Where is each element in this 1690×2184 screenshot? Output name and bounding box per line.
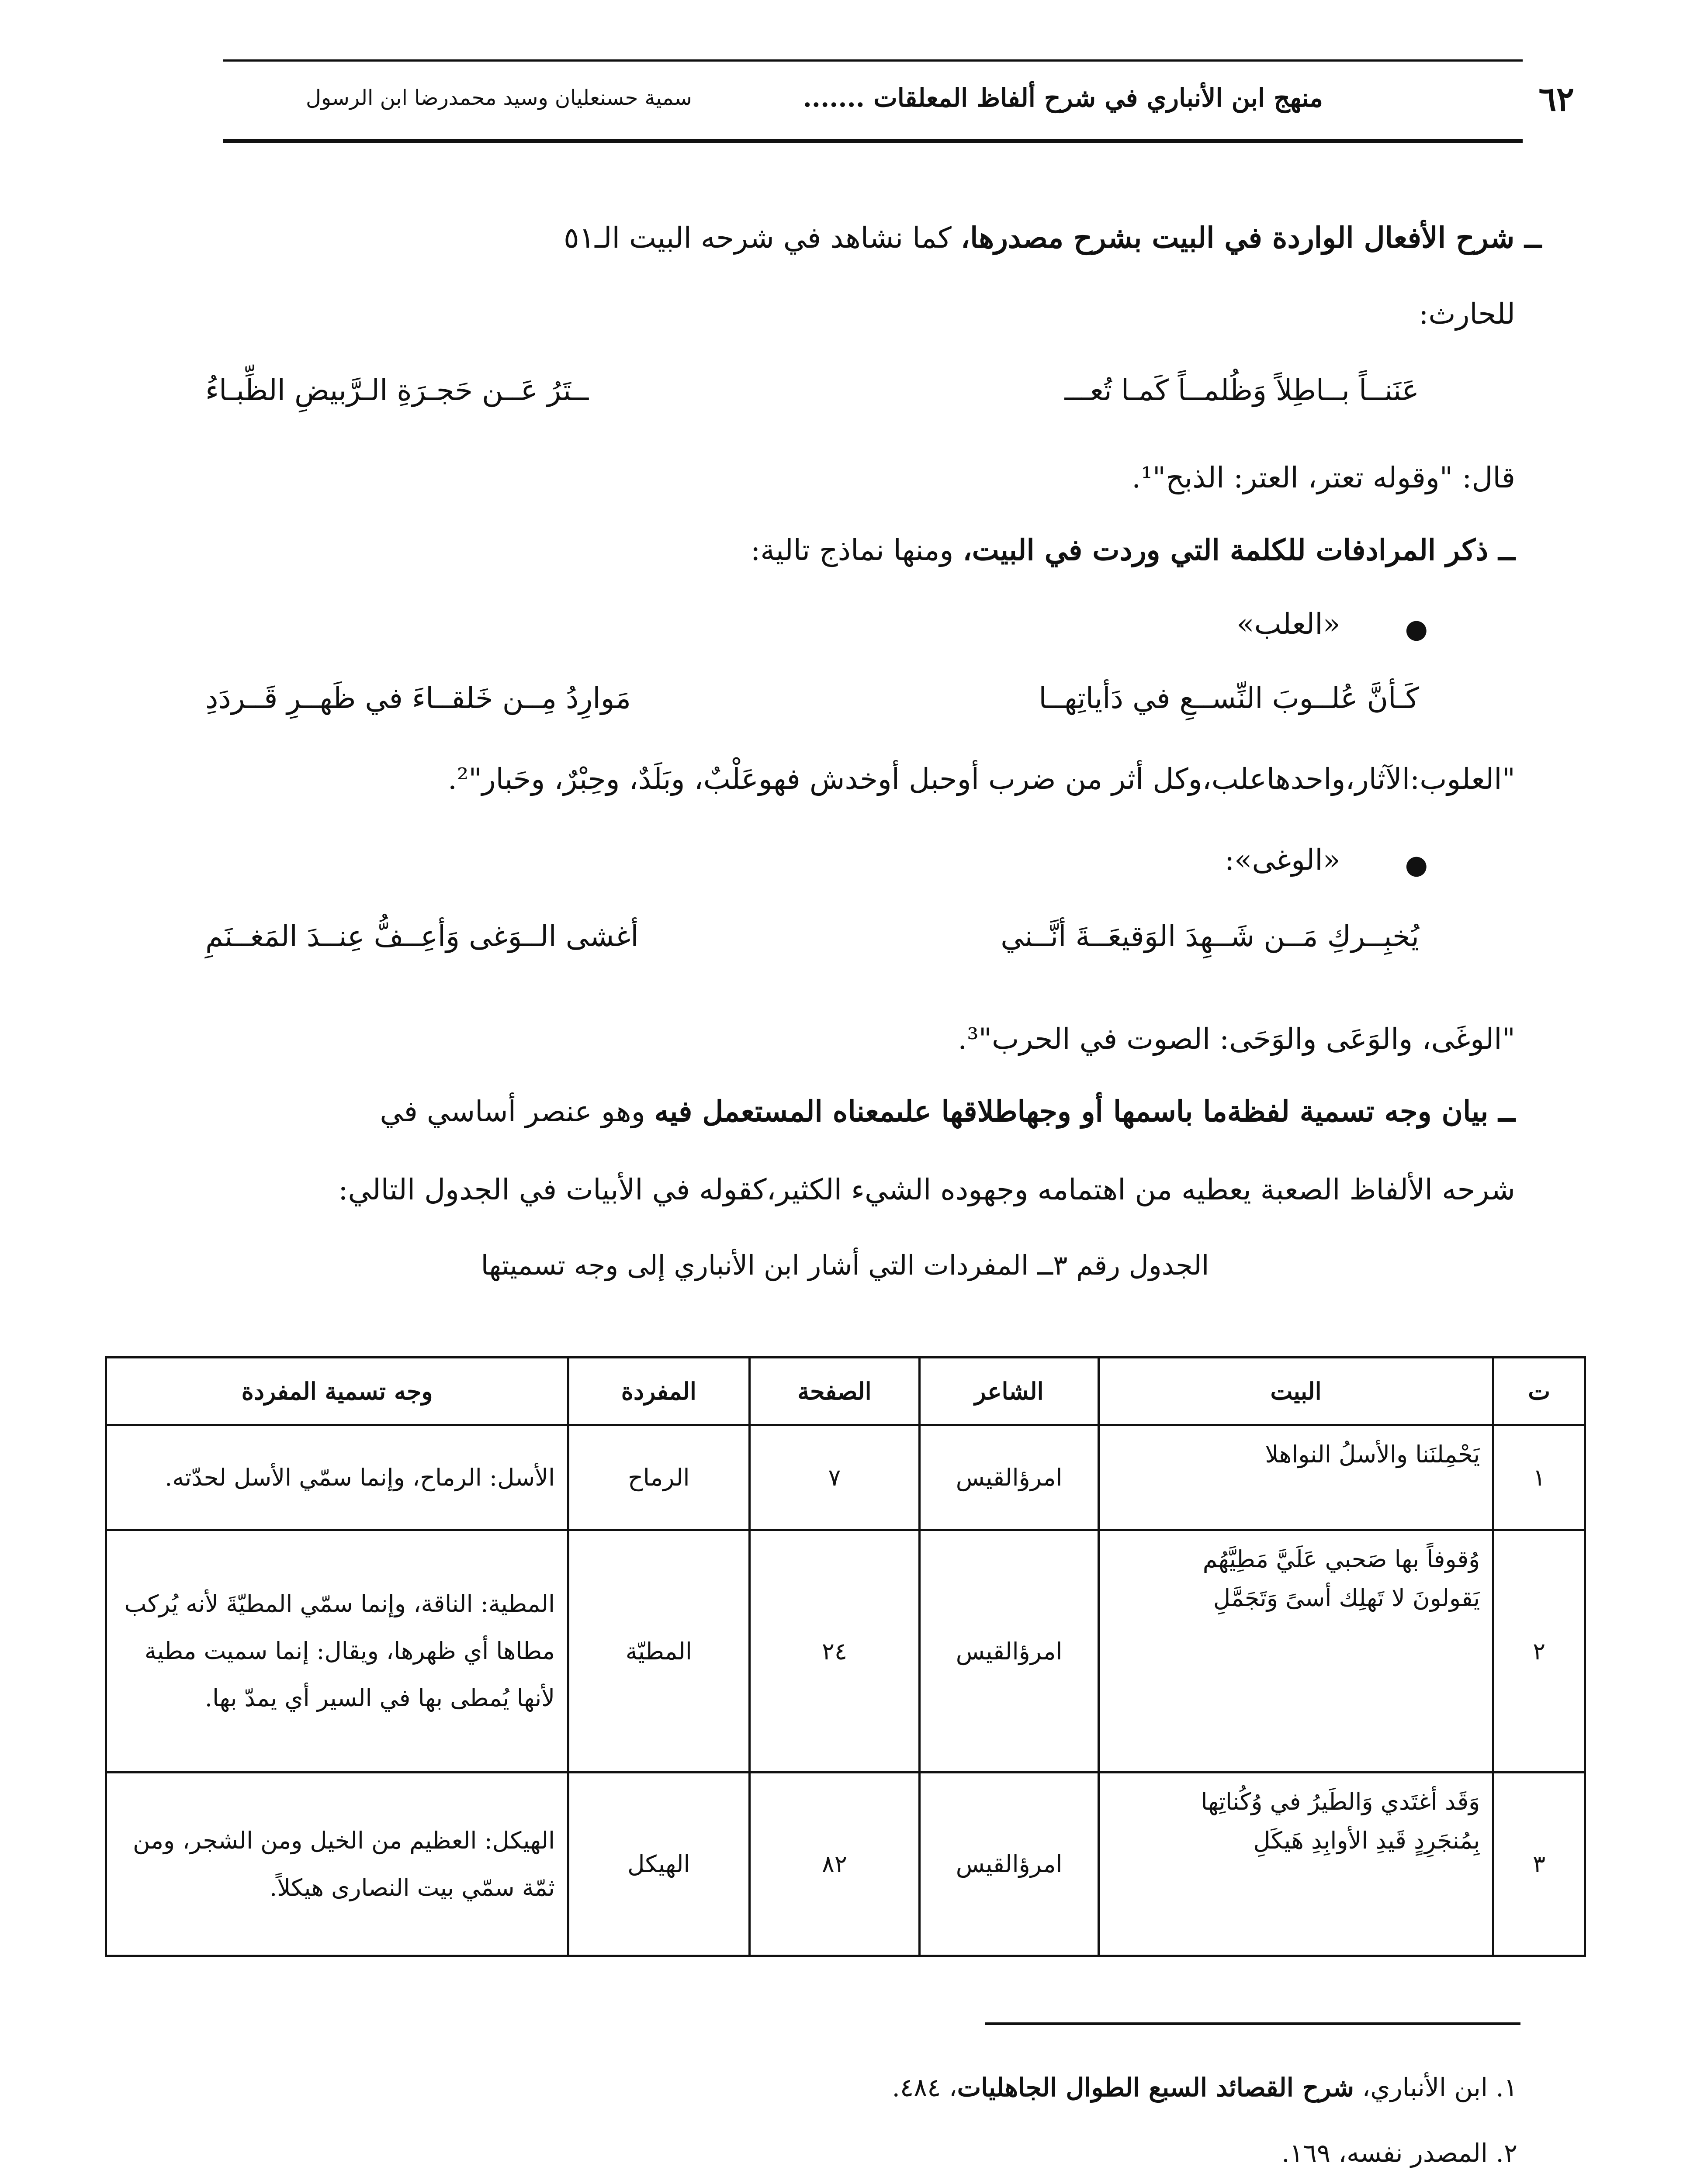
header-top-rule — [223, 59, 1523, 62]
col-header-word: المفردة — [568, 1358, 750, 1425]
footnote-separator — [985, 2022, 1520, 2025]
paragraph-naming-heading: ــ بيان وجه تسمية لفظةما باسمها أو وجهاطلاقها علىمعناه المستعمل فيه — [654, 1094, 1515, 1128]
cell-verse-line-1: وَقَد أغتَدي وَالطَيرُ في وُكُناتِها — [1201, 1788, 1480, 1815]
table-row — [106, 1773, 1585, 1956]
paragraph-naming-line2: شرحه الألفاظ الصعبة يعطيه من اهتمامه وجهوده الشيء الكثير،كقوله في الأبيات في الجدول التالي: — [338, 1173, 1515, 1206]
verse-2-hemistich-1: كَـأنَّ عُلــوبَ النِّســعِ في دَأياتِهــا — [1039, 681, 1419, 715]
table-caption: الجدول رقم ٣ــ المفردات التي أشار ابن الأنباري إلى وجه تسميتها — [481, 1249, 1209, 1281]
quote-2: "العلوب:الآثار،واحدهاعلب،وكل أثر من ضرب أوحبل أوخدش فهوعَلْبٌ، وبَلَدٌ، وحِبْرٌ، وحَبار"². — [447, 762, 1515, 796]
footnote-1-author: ١. ابن الأنباري، — [1354, 2073, 1517, 2102]
bullet-dot-1: ● — [1405, 614, 1428, 644]
cell-verse — [1098, 1425, 1493, 1530]
cell-poet: امرؤالقيس — [920, 1530, 1099, 1773]
verse-2-hemistich-2: مَوارِدُ مِــن خَلقــاءَ في ظَهــرِ قَــردَدِ — [205, 681, 631, 715]
cell-reason: الهيكل: العظيم من الخيل ومن الشجر، ومن ثمّة سمّي بيت النصارى هيكلاً. — [106, 1773, 568, 1956]
quote-1: قال: "وقوله تعتر، العتر: الذبح"¹. — [1132, 461, 1515, 494]
running-authors: سمية حسنعليان وسيد محمدرضا ابن الرسول — [306, 86, 692, 110]
paragraph-synonyms — [751, 533, 1515, 567]
cell-poet: امرؤالقيس — [920, 1773, 1099, 1956]
verse-1-hemistich-2: ــتَرُ عَــن حَجـرَةِ الـرَّبيضِ الظِّبـاءُ — [205, 373, 589, 407]
paragraph-naming-text: وهو عنصر أساسي في — [380, 1095, 655, 1128]
cell-verse-line-2: بِمُنجَرِدٍ قَيدِ الأوابِدِ هَيكَلِ — [1253, 1827, 1480, 1855]
bullet-2-word: «الوغى»: — [1224, 843, 1340, 877]
verse-3-hemistich-2: أغشى الــوَغى وَأعِــفُّ عِنــدَ المَغــنَمِ — [205, 919, 639, 953]
footnote-1 — [892, 2073, 1517, 2102]
cell-page: ٧ — [749, 1425, 920, 1530]
header-bottom-rule — [223, 139, 1523, 143]
quote-3: "الوغَى، والوَعَى والوَحَى: الصوت في الحرب"³. — [958, 1022, 1515, 1056]
paragraph-verbs-heading: ــ شرح الأفعال الواردة في البيت بشرح مصدرها، — [960, 221, 1541, 255]
table-row — [106, 1530, 1585, 1773]
cell-reason: المطية: الناقة، وإنما سمّي المطيّةَ لأنه يُركب مطاها أي ظهرها، ويقال: إنما سميت مطية لأنها يُمطى بها في السير أي يمدّ بها. — [106, 1530, 568, 1773]
cell-number: ٢ — [1493, 1530, 1585, 1773]
cell-number: ١ — [1493, 1425, 1585, 1530]
footnote-2: ٢. المصدر نفسه، ١٦٩. — [1281, 2138, 1517, 2168]
bullet-dot-2: ● — [1405, 850, 1428, 880]
col-header-poet: الشاعر — [920, 1358, 1099, 1425]
paragraph-synonyms-text: ومنها نماذج تالية: — [750, 533, 963, 567]
paragraph-synonyms-heading: ــ ذكر المرادفات للكلمة التي وردت في البيت، — [963, 533, 1515, 567]
bullet-1-word: «العلب» — [1236, 607, 1340, 641]
cell-word: الهيكل — [568, 1773, 750, 1956]
cell-poet: امرؤالقيس — [920, 1425, 1099, 1530]
col-header-page: الصفحة — [749, 1358, 920, 1425]
paragraph-naming — [380, 1094, 1515, 1128]
cell-word: الرماح — [568, 1425, 750, 1530]
col-header-number: ت — [1493, 1358, 1585, 1425]
verse-1-hemistich-1: عَنَنــاً بــاطِلاً وَظُلمــاً كَمـا تُعـــ — [1064, 373, 1419, 407]
paragraph-verbs-line2: للحارث: — [1419, 297, 1515, 331]
running-title: منهج ابن الأنباري في شرح ألفاظ المعلقات ....... — [803, 83, 1323, 113]
cell-number: ٣ — [1493, 1773, 1585, 1956]
cell-page: ٨٢ — [749, 1773, 920, 1956]
col-header-reason: وجه تسمية المفردة — [106, 1358, 568, 1425]
footnote-1-book-title: شرح القصائد السبع الطوال الجاهليات — [957, 2073, 1354, 2102]
cell-verse-line-2: يَقولونَ لا تَهلِك أسىً وَتَجَمَّلِ — [1213, 1584, 1480, 1612]
paragraph-verbs-text: كما نشاهد في شرحه البيت الـ٥١ — [564, 221, 961, 255]
cell-verse — [1098, 1530, 1493, 1773]
cell-verse — [1098, 1773, 1493, 1956]
cell-page: ٢٤ — [749, 1530, 920, 1773]
vocabulary-table — [105, 1356, 1586, 1957]
paragraph-verbs — [564, 221, 1541, 255]
cell-verse-line-1: وُقوفاً بها صَحبي عَلَيَّ مَطِيَّهُم — [1202, 1545, 1480, 1573]
verse-3-hemistich-1: يُخبِــركِ مَــن شَــهِدَ الوَقيعَــةَ أنَّــني — [1001, 919, 1419, 953]
col-header-verse: البيت — [1098, 1358, 1493, 1425]
page-number: ٦٢ — [1538, 79, 1574, 118]
table-row — [106, 1425, 1585, 1530]
table-header-row — [106, 1358, 1585, 1425]
cell-verse-line-1: يَحْمِلنَنا والأسلُ النواهلا — [1265, 1441, 1480, 1468]
cell-word: المطيّة — [568, 1530, 750, 1773]
cell-reason: الأسل: الرماح، وإنما سمّي الأسل لحدّته. — [106, 1425, 568, 1530]
footnote-1-page: ، ٤٨٤. — [892, 2073, 957, 2102]
